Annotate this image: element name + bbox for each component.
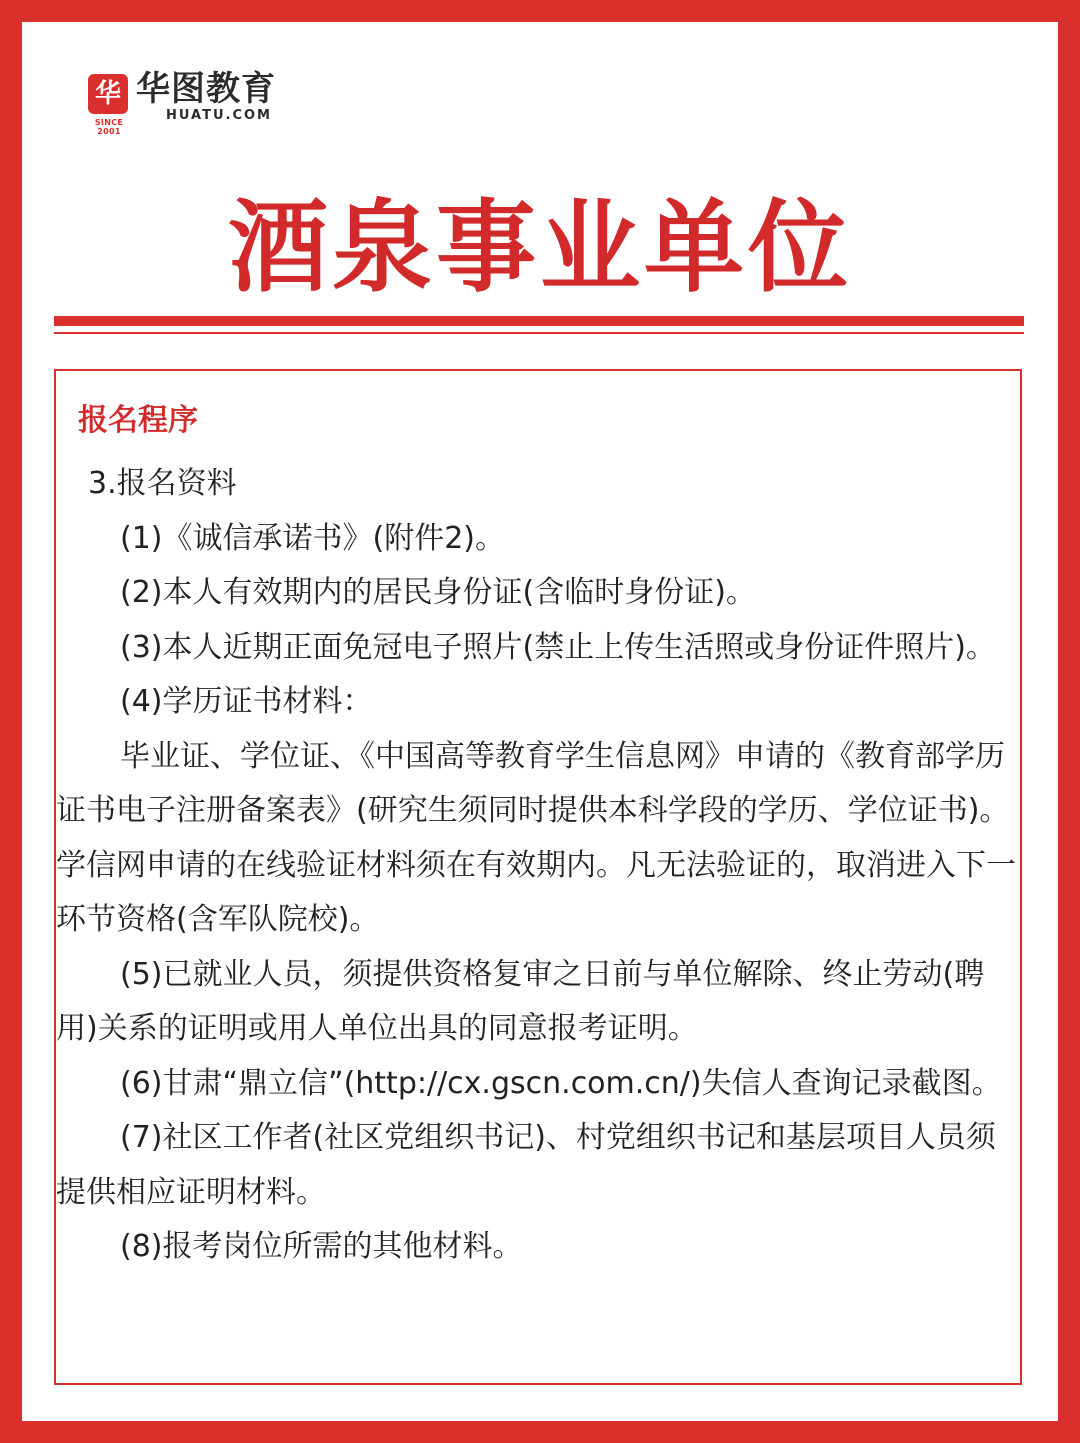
- logo-mark-icon: 华: [88, 74, 128, 114]
- list-item: 毕业证、学位证、《中国高等教育学生信息网》申请的《教育部学历证书电子注册备案表》(研究生须同时提供本科学段的学历、学位证书)。学信网申请的在线验证材料须在有效期内。凡无法验证的，取消进入下一环节资格(含军队院校)。: [56, 738, 1016, 937]
- logo-name-en: HUATU.COM: [166, 108, 272, 123]
- content-box: [54, 369, 1022, 1385]
- list-item: (5)已就业人员，须提供资格复审之日前与单位解除、终止劳动(聘用)关系的证明或用人单位出具的同意报考证明。: [56, 956, 985, 1046]
- page-title: 酒泉事业单位: [228, 188, 852, 306]
- list-item: (8)报考岗位所需的其他材料。: [120, 1229, 523, 1264]
- list-item: (6)甘肃“鼎立信”(http://cx.gscn.com.cn/)失信人查询记录截图。: [120, 1065, 1002, 1101]
- huatu-logo: [84, 68, 344, 142]
- section-body: [56, 457, 1020, 1275]
- section-subheading: 3.报名资料: [88, 466, 237, 501]
- logo-since: SINCE 2001: [94, 118, 124, 136]
- list-item: (2)本人有效期内的居民身份证(含临时身份证)。: [120, 575, 756, 610]
- section-title: 报名程序: [78, 403, 198, 438]
- list-item: (3)本人近期正面免冠电子照片(禁止上传生活照或身份证件照片)。: [120, 629, 996, 665]
- list-item: (7)社区工作者(社区党组织书记)、村党组织书记和基层项目人员须提供相应证明材料。: [56, 1120, 996, 1210]
- document-page: [22, 22, 1058, 1421]
- title-divider-thin: [54, 332, 1024, 334]
- list-item: (1)《诚信承诺书》(附件2)。: [120, 520, 505, 556]
- logo-name-cn: 华图教育: [136, 69, 276, 109]
- title-divider-thick: [54, 316, 1024, 326]
- list-item: (4)学历证书材料：: [120, 684, 373, 719]
